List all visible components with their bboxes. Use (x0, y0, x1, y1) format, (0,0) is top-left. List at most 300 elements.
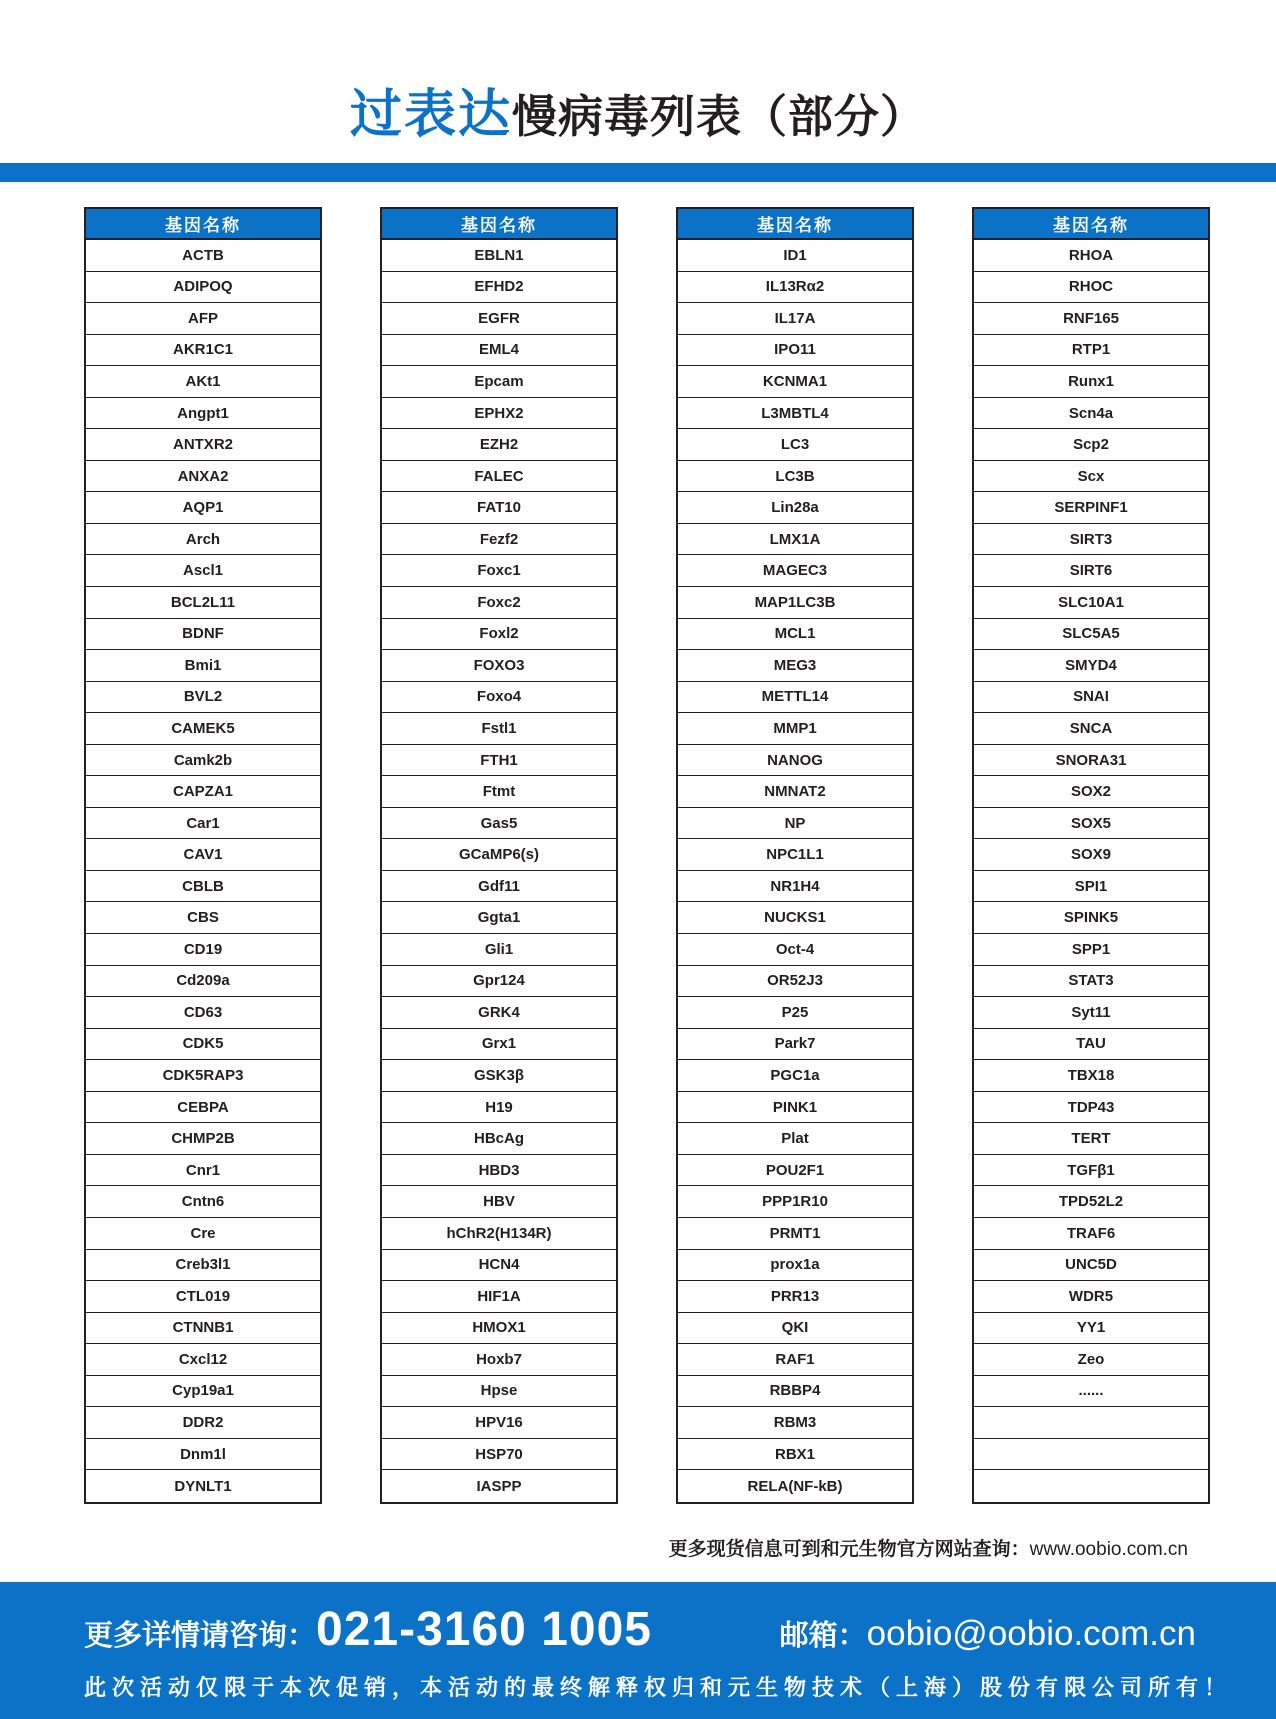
table-row (382, 240, 616, 272)
table-row (86, 492, 320, 524)
table-row (678, 1218, 912, 1250)
table-row (678, 366, 912, 398)
table-row (382, 1344, 616, 1376)
table-row (678, 524, 912, 556)
gene-name: Arch (185, 530, 221, 548)
gene-name: Foxl2 (479, 625, 519, 643)
gene-name: QKI (781, 1319, 809, 1337)
table-row (678, 1029, 912, 1061)
table-row (678, 272, 912, 304)
table-row (974, 839, 1208, 871)
gene-name: LC3 (780, 436, 810, 454)
gene-name: CD63 (183, 1003, 223, 1021)
table-row (678, 713, 912, 745)
gene-name: PGC1a (770, 1066, 820, 1084)
email-address[interactable]: oobio@oobio.com.cn (866, 1614, 1196, 1653)
table-row (678, 619, 912, 651)
table-body (974, 240, 1208, 1502)
table-row (974, 1155, 1208, 1187)
gene-name: RBX1 (774, 1445, 815, 1463)
table-row (678, 240, 912, 272)
gene-name: WDR5 (1068, 1287, 1114, 1305)
gene-name: EZH2 (479, 436, 519, 454)
gene-name: POU2F1 (765, 1161, 825, 1179)
table-row (86, 902, 320, 934)
gene-name: SERPINF1 (1054, 499, 1128, 517)
gene-name: CAMEK5 (171, 719, 235, 737)
gene-name: MMP1 (773, 719, 817, 737)
gene-name: ANXA2 (177, 467, 229, 485)
stock-info-note (0, 1534, 1276, 1561)
gene-table-3 (676, 207, 914, 1504)
gene-name: Angpt1 (177, 404, 229, 422)
gene-name: EGFR (478, 309, 520, 327)
gene-name: SIRT6 (1069, 562, 1113, 580)
gene-name: NPC1L1 (766, 846, 824, 864)
gene-name: SLC5A5 (1062, 625, 1120, 643)
gene-name: GSK3β (473, 1066, 524, 1084)
gene-name: P25 (781, 1003, 809, 1021)
table-row (86, 524, 320, 556)
table-row (382, 555, 616, 587)
table-header: 基因名称 (974, 209, 1208, 240)
gene-name: Foxo4 (476, 688, 522, 706)
table-row (86, 398, 320, 430)
table-row (86, 1281, 320, 1313)
gene-name: RBM3 (773, 1414, 817, 1431)
table-row (678, 745, 912, 777)
table-row (86, 1376, 320, 1408)
table-row (974, 871, 1208, 903)
gene-name: Lin28a (771, 499, 819, 517)
table-row (678, 871, 912, 903)
table-row (678, 1281, 912, 1313)
table-row (86, 871, 320, 903)
table-row (382, 902, 616, 934)
table-row (382, 871, 616, 903)
gene-name: CAV1 (183, 846, 223, 864)
table-row (974, 240, 1208, 272)
gene-table-2 (380, 207, 618, 1504)
table-row (382, 303, 616, 335)
table-row (86, 272, 320, 304)
table-row (974, 1123, 1208, 1155)
gene-name: NMNAT2 (764, 783, 826, 801)
table-row (974, 902, 1208, 934)
table-row (86, 303, 320, 335)
table-row (678, 776, 912, 808)
gene-name: Scp2 (1073, 436, 1109, 454)
gene-name: TDP43 (1067, 1098, 1115, 1116)
gene-name: Syt11 (1071, 1003, 1111, 1021)
gene-name: EPHX2 (474, 404, 524, 422)
gene-name: OR52J3 (767, 972, 823, 990)
gene-name: DDR2 (182, 1414, 224, 1431)
table-row (86, 1186, 320, 1218)
gene-name: Oct-4 (775, 940, 815, 958)
table-row (678, 1155, 912, 1187)
table-row (86, 1060, 320, 1092)
table-row (678, 1123, 912, 1155)
gene-name: RELA(NF-kB) (747, 1477, 843, 1495)
gene-name: Ggta1 (477, 909, 521, 927)
gene-name: HMOX1 (472, 1319, 526, 1337)
gene-name: FOXO3 (473, 656, 525, 674)
gene-name: CEBPA (177, 1098, 229, 1116)
gene-name: Bmi1 (184, 656, 222, 674)
table-row (86, 366, 320, 398)
gene-name: Cntn6 (181, 1193, 225, 1211)
gene-name: CHMP2B (171, 1130, 235, 1148)
gene-name: Car1 (186, 814, 220, 832)
gene-name: RNF165 (1063, 309, 1119, 327)
gene-name: SOX2 (1070, 783, 1112, 801)
table-row (678, 1092, 912, 1124)
table-row (382, 1407, 616, 1439)
table-row (382, 461, 616, 493)
gene-name: CAPZA1 (172, 783, 233, 801)
table-row (382, 650, 616, 682)
gene-name: FAT10 (477, 499, 521, 517)
table-row (382, 1470, 616, 1502)
gene-name: TAU (1076, 1035, 1106, 1053)
gene-name: GRK4 (478, 1003, 520, 1021)
gene-name: L3MBTL4 (761, 404, 829, 422)
table-row (678, 1470, 912, 1502)
gene-name: Runx1 (1068, 372, 1114, 390)
table-row (86, 650, 320, 682)
gene-name: MAGEC3 (762, 562, 828, 580)
gene-name: CTNNB1 (172, 1319, 234, 1337)
page-title (0, 0, 1276, 144)
table-row (382, 1439, 616, 1471)
gene-name: Gli1 (484, 940, 514, 958)
table-row (974, 1470, 1208, 1502)
table-row (678, 1250, 912, 1282)
gene-name: AFP (188, 309, 218, 327)
table-row (86, 934, 320, 966)
table-row (86, 587, 320, 619)
gene-name: AKR1C1 (172, 341, 233, 359)
table-row (382, 429, 616, 461)
gene-name: TGFβ1 (1067, 1161, 1115, 1179)
email-label: 邮箱： (779, 1620, 867, 1652)
table-row (678, 1439, 912, 1471)
gene-name: DYNLT1 (174, 1477, 232, 1495)
table-row (86, 745, 320, 777)
gene-name: SLC10A1 (1058, 593, 1124, 611)
table-row (382, 366, 616, 398)
table-row (974, 1439, 1208, 1471)
table-row (382, 966, 616, 998)
gene-name: YY1 (1076, 1319, 1106, 1337)
table-row (86, 555, 320, 587)
gene-name: SMYD4 (1065, 656, 1117, 674)
table-row (86, 1313, 320, 1345)
table-row (974, 776, 1208, 808)
table-row (86, 997, 320, 1029)
gene-name: Gpr124 (473, 972, 525, 990)
gene-name: CTL019 (175, 1287, 231, 1305)
gene-name: ACTB (182, 246, 224, 264)
table-row (678, 398, 912, 430)
gene-name: IPO11 (774, 341, 816, 359)
gene-name: RAF1 (775, 1350, 815, 1368)
table-body (86, 240, 320, 1502)
table-row (678, 1186, 912, 1218)
contact-label: 更多详情请咨询： (84, 1620, 317, 1652)
table-header: 基因名称 (678, 209, 912, 240)
table-row (86, 1344, 320, 1376)
gene-name: HIF1A (477, 1287, 521, 1305)
table-row (974, 303, 1208, 335)
gene-name: LMX1A (769, 530, 821, 548)
table-row (86, 1407, 320, 1439)
table-row (382, 335, 616, 367)
website-url[interactable]: www.oobio.com.cn (1029, 1538, 1188, 1560)
table-row (678, 934, 912, 966)
table-row (86, 1155, 320, 1187)
gene-name: Gas5 (480, 814, 518, 832)
table-row (678, 997, 912, 1029)
gene-name: SPINK5 (1063, 909, 1119, 927)
table-row (382, 1376, 616, 1408)
gene-name: NR1H4 (770, 877, 820, 895)
table-row (86, 335, 320, 367)
table-row (974, 366, 1208, 398)
gene-name: MEG3 (773, 656, 817, 674)
table-row (86, 461, 320, 493)
gene-name: METTL14 (761, 688, 829, 706)
table-row (974, 1060, 1208, 1092)
gene-name: IASPP (476, 1477, 522, 1495)
gene-name: Cnr1 (185, 1161, 221, 1179)
gene-name: Fstl1 (481, 719, 517, 737)
gene-name: SNAI (1073, 688, 1109, 706)
gene-name: HPV16 (475, 1414, 523, 1431)
gene-name: Zeo (1077, 1350, 1105, 1368)
gene-name: Hoxb7 (476, 1350, 522, 1368)
gene-name: HBD3 (478, 1161, 520, 1179)
table-row (382, 682, 616, 714)
table-row (86, 808, 320, 840)
gene-name: EBLN1 (474, 246, 524, 264)
table-row (86, 1092, 320, 1124)
gene-name: SIRT3 (1069, 530, 1113, 548)
table-row (974, 1344, 1208, 1376)
table-row (974, 555, 1208, 587)
table-row (382, 745, 616, 777)
gene-name: SOX9 (1070, 846, 1112, 864)
table-row (86, 776, 320, 808)
gene-name: RHOC (1068, 278, 1114, 296)
gene-name: RTP1 (1071, 341, 1111, 359)
table-row (382, 587, 616, 619)
table-row (382, 1186, 616, 1218)
table-row (382, 713, 616, 745)
gene-name: CD19 (183, 940, 223, 958)
table-row (678, 839, 912, 871)
table-row (678, 808, 912, 840)
table-row (974, 650, 1208, 682)
gene-name: UNC5D (1065, 1256, 1117, 1274)
gene-name: ...... (1078, 1382, 1104, 1400)
table-row (974, 745, 1208, 777)
gene-name: Gdf11 (478, 877, 520, 895)
gene-name: EFHD2 (474, 278, 524, 296)
table-row (382, 1313, 616, 1345)
gene-name: Hpse (480, 1382, 518, 1400)
gene-tables-area (84, 207, 1210, 1504)
gene-name: Cyp19a1 (172, 1382, 234, 1400)
gene-name: CBS (187, 909, 219, 927)
table-row (678, 587, 912, 619)
gene-name: ADIPOQ (173, 278, 233, 296)
table-row (678, 492, 912, 524)
table-row (678, 650, 912, 682)
table-row (678, 461, 912, 493)
gene-name: PPP1R10 (762, 1193, 828, 1211)
gene-table-1 (84, 207, 322, 1504)
table-row (974, 398, 1208, 430)
table-row (974, 524, 1208, 556)
gene-name: Scn4a (1068, 404, 1114, 422)
table-row (974, 1407, 1208, 1439)
table-row (678, 335, 912, 367)
gene-name: BVL2 (183, 688, 223, 706)
table-row (974, 587, 1208, 619)
gene-name: AQP1 (182, 499, 224, 517)
gene-name: Scx (1077, 467, 1105, 485)
gene-name: Grx1 (481, 1035, 517, 1053)
gene-name: Foxc2 (477, 593, 521, 611)
gene-name: HBV (483, 1193, 515, 1211)
table-row (382, 619, 616, 651)
gene-name: NUCKS1 (764, 909, 826, 927)
gene-name: SNCA (1069, 719, 1113, 737)
table-row (86, 839, 320, 871)
gene-name: Ftmt (482, 783, 516, 801)
gene-name: Cd209a (176, 972, 230, 990)
footer-contact-line (84, 1602, 1196, 1657)
table-row (974, 619, 1208, 651)
table-body (678, 240, 912, 1502)
table-row (678, 555, 912, 587)
page-title-highlight: 过表达 (349, 86, 512, 144)
table-row (974, 272, 1208, 304)
table-row (974, 461, 1208, 493)
table-row (974, 335, 1208, 367)
gene-name: ID1 (783, 246, 807, 264)
table-row (678, 902, 912, 934)
table-row (974, 1250, 1208, 1282)
table-row (86, 1123, 320, 1155)
table-row (974, 966, 1208, 998)
table-row (678, 303, 912, 335)
table-row (86, 619, 320, 651)
table-row (974, 997, 1208, 1029)
table-row (974, 1092, 1208, 1124)
table-row (974, 1186, 1208, 1218)
gene-name: MCL1 (774, 625, 816, 643)
table-row (382, 1060, 616, 1092)
gene-name: NANOG (767, 751, 823, 769)
table-row (382, 1281, 616, 1313)
table-row (382, 524, 616, 556)
gene-name: Creb3l1 (175, 1256, 231, 1274)
table-row (86, 1218, 320, 1250)
table-row (382, 1250, 616, 1282)
table-row (678, 1376, 912, 1408)
blue-divider-bar (0, 163, 1276, 182)
table-row (974, 713, 1208, 745)
gene-name: Park7 (774, 1035, 816, 1053)
gene-name: TPD52L2 (1058, 1193, 1124, 1211)
table-row (382, 776, 616, 808)
gene-name: EML4 (478, 341, 519, 359)
gene-name: CBLB (182, 877, 224, 895)
table-row (382, 272, 616, 304)
gene-name: AKt1 (185, 372, 221, 390)
table-row (678, 429, 912, 461)
gene-name: IL13Rα2 (765, 278, 825, 296)
footer-bar (0, 1582, 1276, 1719)
page-title-rest: 慢病毒列表（部分） (512, 91, 927, 142)
gene-name: PINK1 (772, 1098, 818, 1116)
gene-name: GCaMP6(s) (458, 846, 540, 864)
gene-name: PRR13 (770, 1287, 820, 1305)
gene-name: HBcAg (473, 1130, 524, 1148)
gene-name: LC3B (775, 467, 815, 485)
table-row (974, 1376, 1208, 1408)
table-row (974, 808, 1208, 840)
gene-name: Foxc1 (477, 562, 521, 580)
table-row (678, 1344, 912, 1376)
table-row (382, 1092, 616, 1124)
stock-info-label: 更多现货信息可到和元生物官方网站查询： (668, 1538, 1030, 1560)
table-row (86, 1029, 320, 1061)
gene-name: BDNF (182, 625, 224, 643)
gene-name: TERT (1071, 1130, 1111, 1148)
gene-name: SPP1 (1071, 940, 1111, 958)
gene-name: MAP1LC3B (754, 593, 836, 611)
gene-name: RHOA (1068, 246, 1114, 264)
gene-name: Camk2b (173, 751, 233, 769)
gene-name: NP (784, 814, 806, 832)
table-row (86, 682, 320, 714)
table-row (382, 1029, 616, 1061)
gene-name: BCL2L11 (170, 593, 236, 611)
table-row (382, 1218, 616, 1250)
table-row (86, 1250, 320, 1282)
table-row (382, 808, 616, 840)
gene-name: KCNMA1 (762, 372, 828, 390)
table-row (974, 1313, 1208, 1345)
gene-name: hChR2(H134R) (446, 1224, 552, 1242)
table-body (382, 240, 616, 1502)
table-row (974, 934, 1208, 966)
table-row (86, 966, 320, 998)
gene-name: PRMT1 (769, 1224, 821, 1242)
gene-name: HSP70 (475, 1445, 523, 1463)
gene-name: TBX18 (1067, 1066, 1115, 1084)
table-row (382, 1155, 616, 1187)
table-row (974, 682, 1208, 714)
gene-name: CDK5RAP3 (162, 1066, 244, 1084)
gene-name: IL17A (774, 309, 816, 327)
gene-name: Ascl1 (182, 562, 224, 580)
gene-name: Epcam (474, 372, 524, 390)
